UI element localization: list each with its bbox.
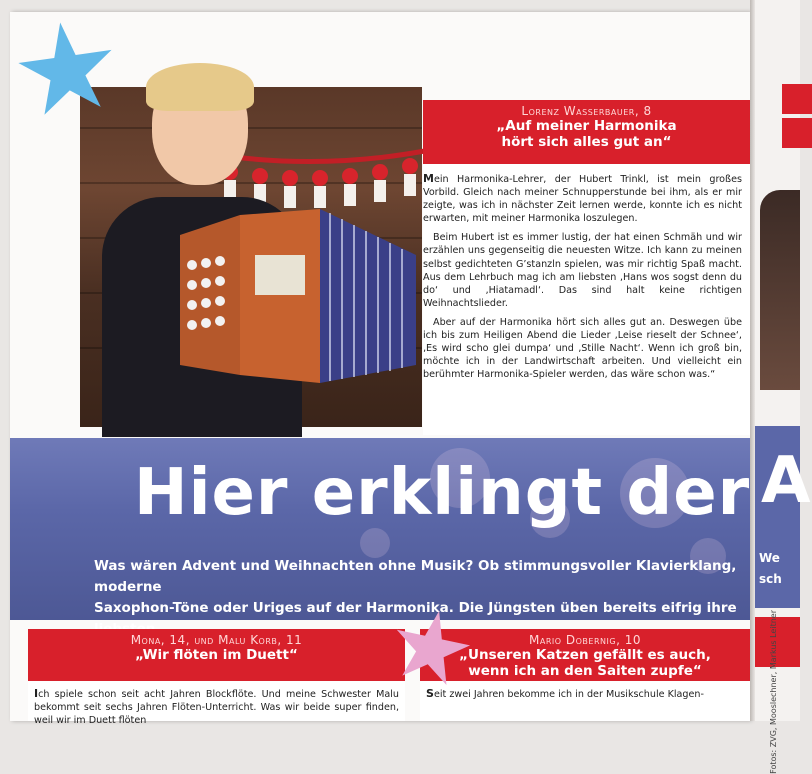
paragraph: Aber auf der Harmonika hört sich alles gut an. Deswegen übe ich bis zum Heiligen Abend die Lieder ‚Leise rieselt der Schnee‘, ‚Es wird scho glei dumpa‘ und ‚Stille Nacht‘. Wenn ich groß bin, möchte ich in der Landwirtschaft arbeiten. Und vielleicht ein berühmter Harmonika-Spieler werden, das wäre schon was.“ bbox=[423, 316, 742, 381]
photo-credit: Fotos: ZVG, Mooslechner, Markus Leitner bbox=[769, 610, 778, 774]
interview-box-mario bbox=[420, 629, 750, 721]
boy-with-accordion-photo bbox=[80, 87, 422, 427]
interview-body: Seit zwei Jahren bekomme ich in der Musikschule Klagen- bbox=[426, 687, 704, 700]
child-name: Mario Dobernig, 10 bbox=[529, 633, 641, 647]
magazine-page-right bbox=[755, 0, 811, 774]
magazine-page-left bbox=[10, 12, 751, 726]
interview-body: Mein Harmonika-Lehrer, der Hubert Trinkl, ist mein großes Vorbild. Gleich nach meiner Schnupperstunde bei ihm, als er mir zeigte, was ich in nächster Zeit lernen werde, konnte ich es nicht erwarten, mit meiner Harmonika loszulegen. Beim Hubert ist es immer lustig, der hat einen Schmäh und wir erzählen uns gegenseitig die neuesten Witze. Ich kann zu meinen selbst gedichteten G’stanzln spielen, was mir richtig Spaß macht. Aus dem Lehrbuch mag ich am liebsten ‚Hans wos sogst denn du do‘ und ‚Hiatamadl‘. Das sind halt keine richtigen Weihnachtslieder. Aber auf der Harmonika hört sich alles gut an. Deswegen übe ich bis zum Heiligen Abend die Lieder ‚Leise rieselt der Schnee‘, ‚Es wird scho glei dumpa‘ und ‚Stille Nacht‘. Wenn ich groß bin, möchte ich in der Landwirtschaft arbeiten. Und vielleicht ein berühmter Harmonika-Spieler werden, das wäre schon was.“ bbox=[423, 172, 742, 381]
child-name: Lorenz Wasserbauer, 8 bbox=[521, 104, 652, 118]
headline-quote: „Auf meiner Harmonika hört sich alles gut an“ bbox=[496, 118, 677, 150]
headline-quote: „Unseren Katzen gefällt es auch, wenn ich an den Saiten zupfe“ bbox=[459, 647, 711, 679]
headline-banner bbox=[10, 438, 750, 620]
headline-quote: „Wir flöten im Duett“ bbox=[135, 647, 298, 663]
intro-text: Was wären Advent und Weihnachten ohne Musik? Ob stimmungsvoller Klavierklang, moderne Saxophon-Töne oder Uriges auf der Harmonika. Die Jüngsten üben bereits eifrig ihre bbox=[94, 558, 737, 616]
intro-continuation: We sch bbox=[759, 551, 782, 586]
boy-hair bbox=[146, 63, 254, 111]
interview-header bbox=[28, 629, 405, 681]
girl-photo-fragment bbox=[760, 190, 800, 390]
interview-body: Ich spiele schon seit acht Jahren Blockflöte. Und meine Schwester Malu bekommt seit sechs Jahren Flöten-Unterricht. Was wir beide super finden, weil wir im Duett flöten bbox=[34, 687, 399, 726]
red-header-fragment bbox=[782, 118, 812, 148]
interview-header bbox=[423, 100, 750, 164]
main-headline: Hier erklingt der bbox=[134, 456, 751, 530]
child-name: Mona, 14, und Malu Korb, 11 bbox=[130, 633, 303, 647]
headline-continuation: A bbox=[761, 444, 811, 518]
interview-box-mona-malu bbox=[28, 629, 405, 726]
paragraph: Beim Hubert ist es immer lustig, der hat einen Schmäh und wir erzählen uns gegenseitig die neuesten Witze. Ich kann zu meinen selbst gedichteten G’stanzln spielen, was mir richtig Spaß macht. Aus dem Lehrbuch mag ich am liebsten ‚Hans wos sogst denn du do‘ und ‚Hiatamadl‘. Das sind halt keine richtigen Weihnachtslieder. bbox=[423, 232, 742, 309]
red-header-fragment bbox=[782, 84, 812, 114]
accordion bbox=[180, 195, 416, 385]
interview-header bbox=[420, 629, 750, 681]
interview-box-lorenz bbox=[423, 100, 750, 435]
